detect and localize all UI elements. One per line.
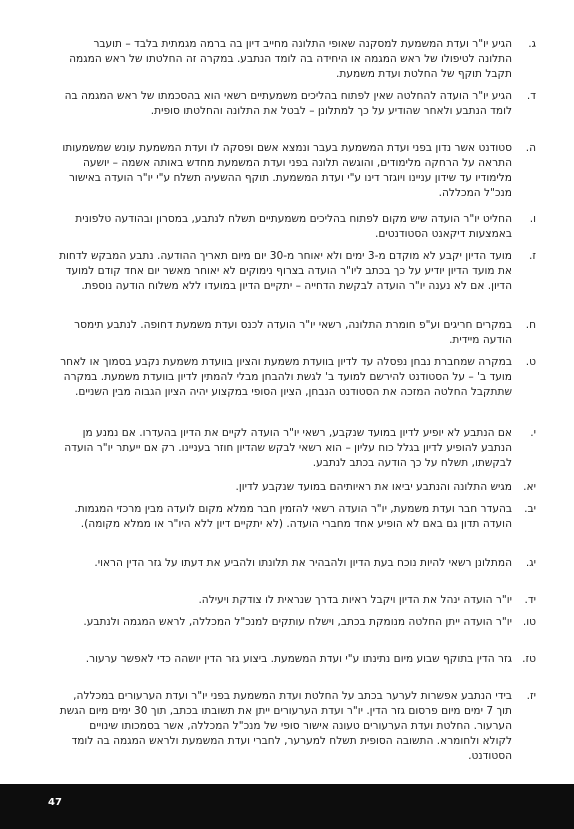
item-text: בידי הנתבע אפשרות לערער בכתב על החלטת ועדת המשמעת בפני יו"ר ועדת הערעורים במכללה, תוך 7 ימים מיום פרסום גזר הדין. יו"ר ועדת הערעורים ייתן את תשובתו בכתב, תוך 30 ימים מיום הגשת הערעור. החלטת ועדת הערעורים טעונה אישור סופי של מנכ"ל המכללה, אשר בסמכותו שינויים לקולא ולחומרא. התשובה הסופית תשלח למערער, לחברי ועדת המשמעת ולראש המגמה בה לומד הסטודנט. [59, 690, 512, 762]
item-text: במקרה שמחברת נבחן נפסלה עד לדיון בוועדת משמעת והציון בוועדת משמעת נקבע בסמוך או לאחר מועד ב' – על הסטודנט להירשם למועד ב' לגשת ולהבחן מבלי להמתין לדיון בוועדת משמעת. במקרה שתתקבל החלטה המזכה את הסטודנט הנבחן, הציון הסופי במקצוע יהיה הציון הגבוה מבין השניים. [60, 356, 512, 398]
item-text: מגיש התלונה והנתבע יביאו את ראיותיהם במועד שנקבע לדיון. [235, 481, 512, 493]
item-marker: יד. [524, 594, 536, 606]
item-text: סטודנט אשר נדון בפני ועדת המשמעת בעבר ונמצא אשם ופסקה לו ועדת המשמעת עונש שמשמעותו התראה על הרחקה מלימודים, והוגשה תלונה בפני ועדת המשמעת מחדש באותה אשמה – יושעה מלימודיו עד שידון עניינו ויוגזר דינו ע"י ועדת המשמעת. תוקף ההשעיה תשלח ע"י יו"ר הועדה באישור מנכ"ל המכללה. [62, 142, 512, 199]
item-text: יו"ר הועדה ינהל את הדיון ויקבל ראיות בדרך שנראית לו צודקת ויעילה. [198, 594, 512, 606]
page-number: 47 [48, 797, 62, 808]
item-text: החליט יו"ר הועדה שיש מקום לפתוח בהליכים משמעתיים תשלח לנתבע, במסרון ובהודעה טלפונית באמצעות דיקאנט הסטודנטים. [75, 213, 512, 240]
item-marker: יג. [525, 557, 536, 569]
item-text: מועד הדיון יקבע לא מוקדם מ-3 ימים ולא יאוחר מ-30 יום מיום תאריך ההודעה. נתבע המבקש לדחות את מועד הדיון יודיע על כך בכתב ליו"ר הועדה בצרוף נימוקים לא יאוחר מאשר יום אחד קודם למועד הדיון. אם לא נענה יו"ר הועדה לבקשת הדחייה – יתקיים הדיון במועדו ללא משלוח הודעה נוספת. [59, 250, 512, 292]
item-marker: טז. [522, 653, 536, 665]
item-marker: ה. [525, 142, 536, 154]
item-marker: ד. [526, 90, 536, 102]
item-marker: ו. [529, 213, 536, 225]
item-text: הגיע יו"ר הועדה להחלטה שאין לפתוח בהליכים משמעתיים רשאי הוא בהסכמתו של ראש המגמה בה לומד הנתבע ולאחר שהודיע על כך למתלונן – לבטל את התלונה והחלטתו סופית. [64, 90, 512, 117]
page-footer [0, 784, 574, 829]
item-text: הגיע יו"ר ועדת המשמעת למסקנה שאופי התלונה מחייב דיון בה ברמה מגמתית בלבד – תועבר התלונה לטיפולו של ראש המגמה או היחידה בה לומד הנתבע. במקרה זה החלטתו של ראש המגמה תקבל תוקף של החלטת ועדת משמעת. [69, 38, 512, 80]
item-marker: ג. [528, 38, 536, 50]
item-text: אם הנתבע לא יופיע לדיון במועד שנקבע, רשאי יו"ר הועדה לקיים את הדיון בהעדרו. אם נמנע מן הנתבע להופיע לדיון בגלל כוח עליון – הוא רשאי לבקש שהדיון חוזר בעניינו. רק אם ייעתר יו"ר הועדה לבקשתו, תשלח על כך הודעה בכתב לנתבע. [64, 427, 512, 469]
item-marker: ז. [528, 250, 536, 262]
item-marker: יא. [523, 481, 536, 493]
item-marker: טו. [522, 616, 536, 628]
item-text: המתלונן רשאי להיות נוכח בעת הדיון ולהבהיר את תלונתו ולהביע את דעתו על גזר הדין הראוי. [94, 557, 512, 569]
item-marker: ט. [525, 356, 536, 368]
item-marker: יב. [524, 503, 536, 515]
item-text: בהעדר חבר ועדת משמעת, יו"ר הועדה רשאי להזמין חבר ממלא מקום לועדה מבין מרכזי המגמות. הועדה תדון גם באם לא הופיע אחד מחברי הועדה. (לא יתקיים דיון ללא היו"ר או ממלא מקומה). [74, 503, 512, 530]
item-text: במקרים חריגים וע"פ חומרת התלונה, רשאי יו"ר הועדה לכנס ועדת משמעת דחופה. לנתבע תימסר הודעה מיידית. [74, 319, 512, 346]
item-text: יו"ר הועדה ייתן החלטה מנומקת בכתב, וישלח עותקים למנכ"ל המכללה, לראש המגמה ולנתבע. [83, 616, 512, 628]
item-marker: ח. [525, 319, 536, 331]
item-marker: יז. [526, 690, 536, 702]
item-marker: י. [530, 427, 536, 439]
item-text: גזר הדין בתוקף שבוע מיום נתינתו ע"י ועדת המשמעת. ביצוע גזר הדין יושהה כדי לאפשר ערעור. [85, 653, 512, 665]
